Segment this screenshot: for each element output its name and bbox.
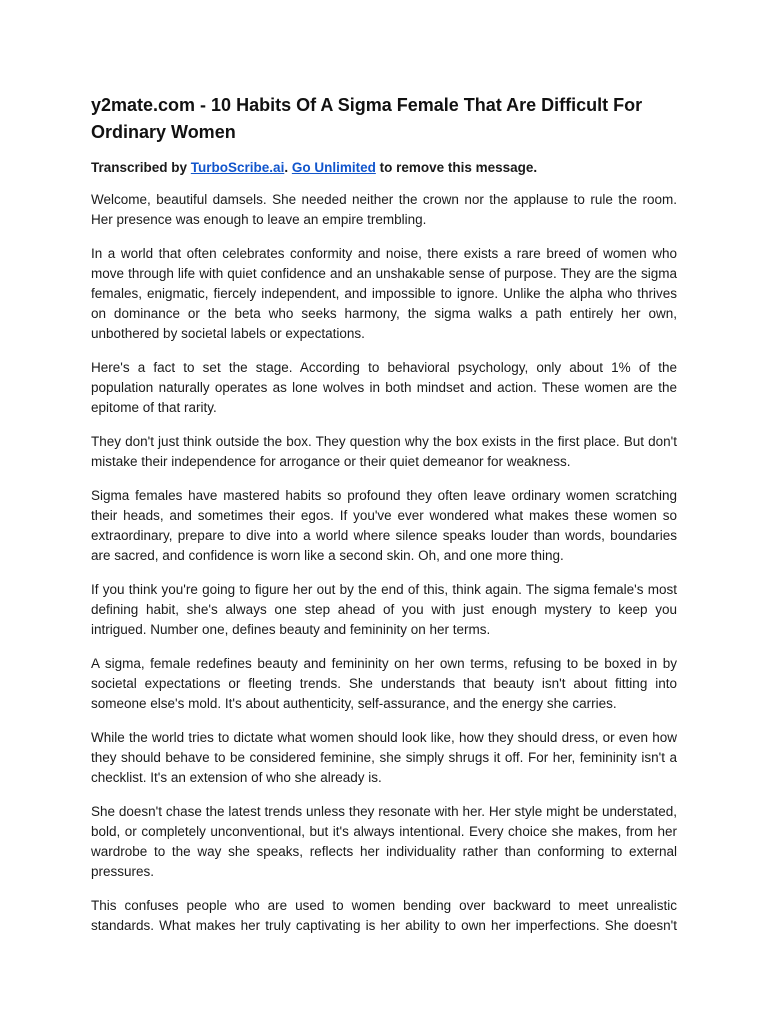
paragraph-fact: Here's a fact to set the stage. According to behavioral psychology, only about 1% of the population naturally operates as lone wolves in both mindset and action. These women are the epitome of that rarity. [91,360,677,415]
paragraph-habits: Sigma females have mastered habits so profound they often leave ordinary women scratching their heads, and sometimes their egos. If you've ever wondered what makes these women so extraordinary, prepare to dive into a world where silence speaks louder than words, boundaries are sacred, and confidence is worn like a second skin. Oh, and one more thing. [91,488,677,563]
paragraph-beauty: A sigma, female redefines beauty and femininity on her own terms, refusing to be boxed in by societal expectations or fleeting trends. She understands that beauty isn't about fitting into someone else's mold. It's about authenticity, self-assurance, and the energy she carries. [91,656,677,711]
document-body [91,92,677,950]
notice-separator: . [284,160,292,175]
paragraph-femininity: While the world tries to dictate what women should look like, how they should dress, or even how they should behave to be considered feminine, she simply shrugs it off. For her, femininity isn't a checklist. It's an extension of who she already is. [91,730,677,785]
paragraph-intro: In a world that often celebrates conformity and noise, there exists a rare breed of women who move through life with quiet confidence and an unshakable sense of purpose. They are the sigma females, enigmatic, fiercely independent, and impossible to ignore. Unlike the alpha who thrives on dominance or the beta who seeks harmony, the sigma walks a path entirely her own, unbothered by societal labels or expectations. [91,246,677,341]
paragraph-trends: She doesn't chase the latest trends unless they resonate with her. Her style might be understated, bold, or completely unconventional, but it's always intentional. Every choice she makes, from her wardrobe to the way she speaks, reflects her individuality rather than conforming to external pressures. [91,804,677,879]
turboscribe-link[interactable]: TurboScribe.ai [190,160,285,175]
paragraph-box: They don't just think outside the box. They question why the box exists in the first place. But don't mistake their independence for arrogance or their quiet demeanor for weakness. [91,434,677,469]
go-unlimited-link[interactable]: Go Unlimited [291,160,376,175]
notice-prefix: Transcribed by [91,160,191,175]
paragraph-welcome: Welcome, beautiful damsels. She needed neither the crown nor the applause to rule the room. Her presence was enough to leave an empire trembling. [91,192,677,227]
transcription-notice [91,158,677,178]
document-title: y2mate.com - 10 Habits Of A Sigma Female That Are Difficult For Ordinary Women [91,95,643,142]
paragraph-number-one: If you think you're going to figure her out by the end of this, think again. The sigma female's most defining habit, she's always one step ahead of you with just enough mystery to keep you intrigued. Number one, defines beauty and femininity on her terms. [91,582,677,637]
paragraph-standards: This confuses people who are used to women bending over backward to meet unrealistic standards. What makes her truly captivating is her ability to own her imperfections. She doesn't [91,898,677,933]
notice-suffix: to remove this message. [375,160,538,175]
